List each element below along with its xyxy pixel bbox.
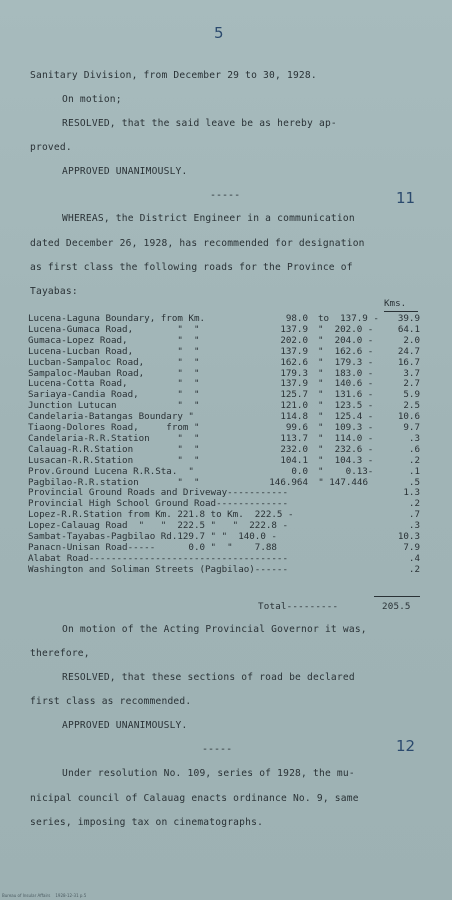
- cell-from: 0.0: [291, 465, 308, 477]
- cell-to: " 204.0 -: [318, 334, 374, 346]
- text-line: APPROVED UNANIMOUSLY.: [62, 720, 188, 731]
- cell-to: " 125.4 -: [318, 411, 374, 423]
- table-row: [28, 520, 420, 530]
- table-row: [28, 357, 420, 367]
- cell-km: 24.7: [397, 345, 420, 357]
- text-line: RESOLVED, that the said leave be as hereby ap-: [62, 118, 337, 129]
- cell-to: " 104.3 -: [318, 454, 374, 466]
- table-row: [28, 542, 420, 552]
- table-row: [28, 422, 420, 432]
- cell-to: " 140.6 -: [318, 378, 374, 390]
- footer-stamp: Bureau of Insular Affairs 1928-12-31 p.5: [2, 893, 87, 898]
- text-line: nicipal council of Calauag enacts ordinance No. 9, same: [30, 793, 359, 804]
- text-line: proved.: [30, 142, 72, 153]
- cell-name: Lucena-Lucban Road, " ": [28, 345, 200, 357]
- text-line: RESOLVED, that these sections of road be declared: [62, 672, 355, 683]
- table-row: [28, 553, 420, 563]
- km-column-header: Kms.: [384, 298, 407, 309]
- cell-km: .6: [408, 443, 420, 455]
- table-row: [28, 400, 420, 410]
- cell-km: .2: [408, 498, 420, 510]
- cell-description: Sambat-Tayabas-Pagbilao Rd.129.7 " " 140.0 -: [28, 531, 277, 542]
- cell-km: .5: [408, 476, 420, 488]
- resolution-number: 11: [396, 189, 416, 207]
- table-row: [28, 466, 420, 476]
- cell-km: 2.0: [403, 334, 420, 346]
- cell-name: Gumaca-Lopez Road, " ": [28, 334, 200, 346]
- cell-name: Candelaria-R.R.Station " ": [28, 432, 200, 444]
- cell-km: 2.5: [403, 400, 420, 412]
- cell-name: Tiaong-Dolores Road, from ": [28, 422, 200, 433]
- cell-km: .7: [408, 509, 420, 521]
- cell-to: " 162.6 -: [318, 345, 374, 357]
- total-rule: [374, 596, 420, 597]
- cell-km: 10.6: [397, 411, 420, 423]
- table-row: [28, 444, 420, 454]
- cell-from: 104.1: [280, 454, 308, 466]
- cell-from: 137.9: [280, 323, 308, 335]
- cell-km: 7.9: [403, 541, 420, 553]
- cell-to: to 137.9 -: [318, 313, 379, 324]
- separator: -----: [202, 744, 233, 755]
- table-row: [28, 368, 420, 378]
- cell-km: 3.7: [403, 367, 420, 379]
- text-line: Tayabas:: [30, 286, 78, 297]
- text-line: series, imposing tax on cinematographs.: [30, 817, 264, 828]
- cell-km: .2: [408, 563, 420, 575]
- cell-description: Washington and Soliman Streets (Pagbilao)------: [28, 563, 288, 575]
- cell-from: 125.7: [280, 389, 308, 401]
- table-row: [28, 324, 420, 334]
- cell-name: Prov.Ground Lucena R.R.Sta. ": [28, 465, 194, 477]
- cell-to: " 131.6 -: [318, 389, 374, 401]
- cell-km: 1.3: [403, 487, 420, 499]
- table-row: [28, 531, 420, 541]
- text-line: Sanitary Division, from December 29 to 30, 1928.: [30, 70, 317, 81]
- table-row: [28, 389, 420, 399]
- table-row: [28, 313, 420, 323]
- table-row: [28, 411, 420, 421]
- text-line: On motion;: [62, 94, 122, 105]
- cell-name: Candelaria-Batangas Boundary ": [28, 411, 194, 423]
- cell-to: " 202.0 -: [318, 323, 374, 335]
- table-row: [28, 455, 420, 465]
- cell-to: " 114.0 -: [318, 432, 374, 444]
- table-row: [28, 433, 420, 443]
- cell-name: Lucena-Cotta Road, " ": [28, 378, 200, 390]
- total-label: Total---------: [258, 601, 339, 612]
- cell-name: Junction Lutucan " ": [28, 400, 200, 412]
- text-line: Under resolution No. 109, series of 1928, the mu-: [62, 768, 355, 779]
- cell-from: 202.0: [280, 334, 308, 346]
- cell-from: 121.0: [280, 400, 308, 412]
- cell-km: 5.9: [403, 389, 420, 401]
- cell-name: Lusacan-R.R.Station " ": [28, 454, 200, 466]
- table-row: [28, 487, 420, 497]
- cell-to: " 147.446: [318, 476, 368, 488]
- cell-description: Lopez-Calauag Road " " 222.5 " " 222.8 -: [28, 520, 288, 532]
- header-rule: [384, 311, 418, 312]
- resolution-number: 12: [396, 737, 416, 755]
- cell-from: 179.3: [280, 367, 308, 379]
- cell-to: " 179.3 -: [318, 356, 374, 368]
- cell-name: Calauag-R.R.Station " ": [28, 443, 200, 455]
- text-line: therefore,: [30, 648, 90, 659]
- cell-name: Sampaloc-Mauban Road, " ": [28, 367, 200, 379]
- cell-km: 16.7: [397, 356, 420, 368]
- table-row: [28, 564, 420, 574]
- cell-name: Pagbilao-R.R.station " ": [28, 476, 200, 488]
- cell-from: 137.9: [280, 345, 308, 357]
- cell-from: 162.6: [280, 356, 308, 368]
- table-row: [28, 378, 420, 388]
- cell-km: .1: [408, 465, 420, 477]
- cell-km: 10.3: [397, 531, 420, 542]
- cell-km: .4: [408, 552, 420, 564]
- cell-km: .2: [408, 454, 420, 466]
- cell-km: 9.7: [403, 422, 420, 433]
- text-line: dated December 26, 1928, has recommended for designation: [30, 238, 365, 249]
- cell-from: 146.964: [269, 476, 308, 488]
- cell-description: Alabat Road------------------------------------: [28, 552, 288, 564]
- cell-description: Lopez-R.R.Station from Km. 221.8 to Km. 222.5 -: [28, 509, 294, 521]
- cell-to: " 123.5 -: [318, 400, 374, 412]
- cell-km: .3: [408, 432, 420, 444]
- cell-name: Sariaya-Candia Road, " ": [28, 389, 200, 401]
- cell-to: " 232.6 -: [318, 443, 374, 455]
- text-line: first class as recommended.: [30, 696, 192, 707]
- cell-name: Lucena-Gumaca Road, " ": [28, 323, 200, 335]
- cell-description: Provincial Ground Roads and Driveway-----------: [28, 487, 288, 499]
- text-line: as first class the following roads for the Province of: [30, 262, 353, 273]
- page-number: 5: [214, 24, 224, 42]
- text-line: APPROVED UNANIMOUSLY.: [62, 166, 188, 177]
- cell-to: " 0.13-: [318, 465, 374, 477]
- table-row: [28, 335, 420, 345]
- table-row: [28, 477, 420, 487]
- cell-from: 98.0: [285, 313, 308, 324]
- cell-to: " 109.3 -: [318, 422, 374, 433]
- total-value: 205.5: [382, 601, 411, 612]
- table-row: [28, 509, 420, 519]
- table-row: [28, 346, 420, 356]
- cell-description: Panacn-Unisan Road----- 0.0 " " 7.88: [28, 541, 277, 553]
- cell-km: 39.9: [397, 313, 420, 324]
- cell-description: Provincial High School Ground Road-------------: [28, 498, 288, 510]
- text-line: On motion of the Acting Provincial Governor it was,: [62, 624, 367, 635]
- cell-km: 64.1: [397, 323, 420, 335]
- cell-from: 232.0: [280, 443, 308, 455]
- cell-from: 99.6: [285, 422, 308, 433]
- cell-km: .3: [408, 520, 420, 532]
- cell-from: 114.8: [280, 411, 308, 423]
- cell-from: 137.9: [280, 378, 308, 390]
- cell-name: Lucban-Sampaloc Road, " ": [28, 356, 200, 368]
- cell-km: 2.7: [403, 378, 420, 390]
- cell-from: 113.7: [280, 432, 308, 444]
- table-row: [28, 498, 420, 508]
- text-line: WHEREAS, the District Engineer in a communication: [62, 213, 355, 224]
- cell-to: " 183.0 -: [318, 367, 374, 379]
- cell-name: Lucena-Laguna Boundary, from Km.: [28, 313, 206, 324]
- separator: -----: [210, 190, 241, 201]
